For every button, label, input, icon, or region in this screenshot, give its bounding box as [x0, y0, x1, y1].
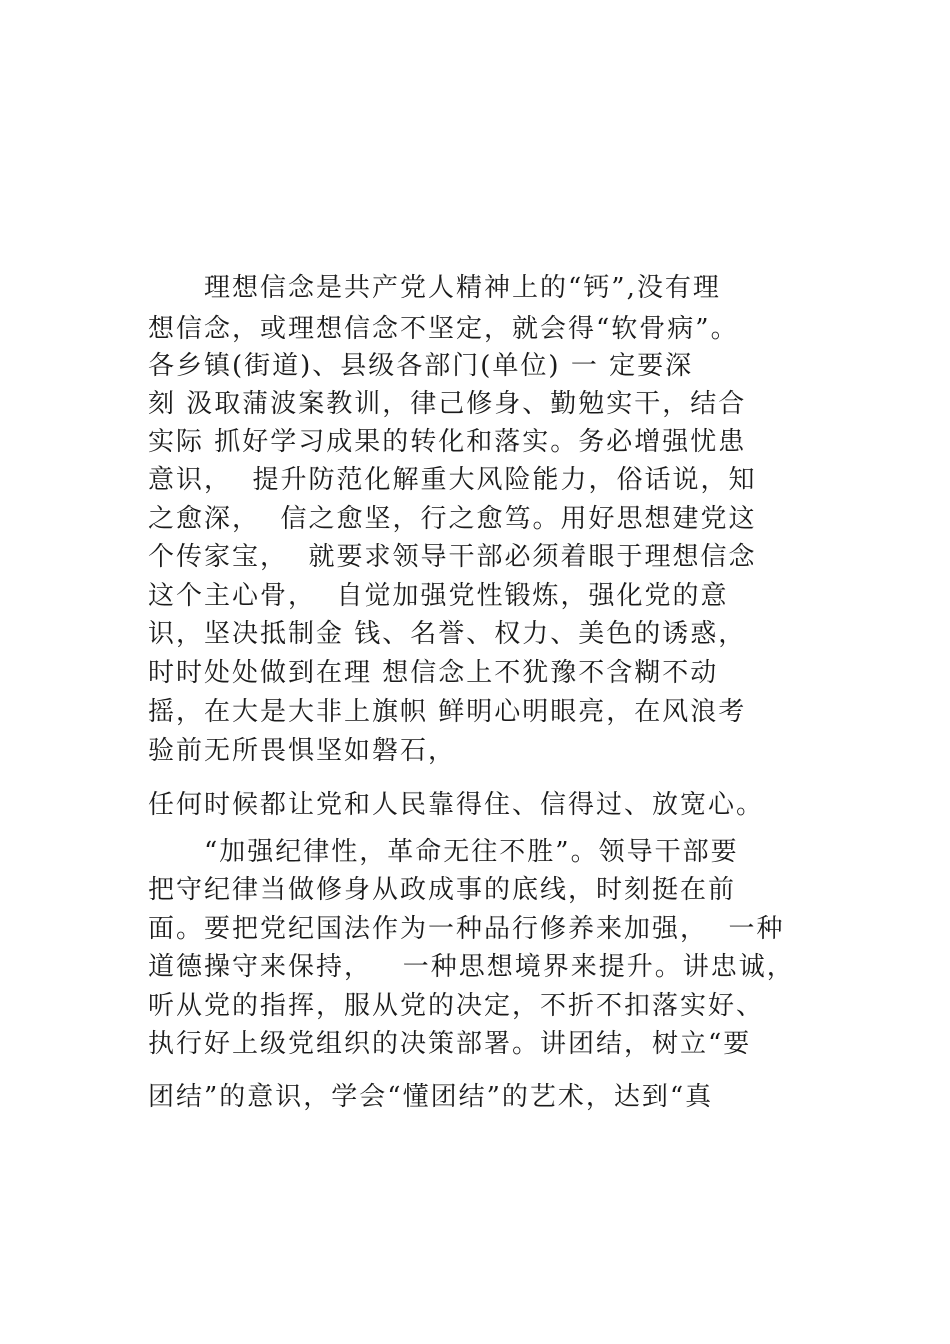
paragraph-1-line-7: 之愈深， 信之愈坚，行之愈笃。用好思想建党这 — [148, 504, 757, 534]
paragraph-1-line-2: 想信念，或理想信念不坚定，就会得“软骨病”。 — [148, 314, 739, 344]
paragraph-1-line-5: 实际 抓好学习成果的转化和落实。务必增强忧患 — [148, 427, 747, 457]
paragraph-1-line-6: 意识， 提升防范化解重大风险能力，俗话说，知 — [148, 465, 757, 495]
paragraph-1-line-4: 刻 汲取蒲波案教训，律己修身、勤勉实干，结合 — [148, 389, 747, 419]
paragraph-1-line-1: 理想信念是共产党人精神上的“钙”,没有理 — [148, 273, 721, 303]
paragraph-3-line-3: 面。要把党纪国法作为一种品行修养来加强， 一种 — [148, 914, 785, 944]
paragraph-3-line-2: 把守纪律当做修身从政成事的底线，时刻挺在前 — [148, 875, 737, 905]
paragraph-3-line-7: 团结”的意识，学会“懂团结”的艺术，达到“真 — [148, 1082, 714, 1112]
paragraph-1-line-9: 这个主心骨， 自觉加强党性锻炼，强化党的意 — [148, 581, 729, 611]
paragraph-1-line-10: 识，坚决抵制金 钱、名誉、权力、美色的诱惑， — [148, 619, 747, 649]
paragraph-2-line-1: 任何时候都让党和人民靠得住、信得过、放宽心。 — [148, 790, 765, 820]
paragraph-1-line-8: 个传家宝， 就要求领导干部必须着眼于理想信念 — [148, 542, 757, 572]
paragraph-1-line-11: 时时处处做到在理 想信念上不犹豫不含糊不动 — [148, 658, 719, 688]
paragraph-1-line-3: 各乡镇(街道)、县级各部门(单位) 一 定要深 — [148, 351, 694, 381]
paragraph-3-line-5: 听从党的指挥，服从党的决定，不折不扣落实好、 — [148, 991, 765, 1021]
paragraph-1-line-13: 验前无所畏惧坚如磐石， — [148, 736, 457, 766]
paragraph-3-line-4: 道德操守来保持， 一种思想境界来提升。讲忠诚， — [148, 952, 795, 982]
paragraph-1-line-12: 摇，在大是大非上旗帜 鲜明心明眼亮，在风浪考 — [148, 697, 747, 727]
paragraph-3-line-1: “加强纪律性，革命无往不胜”。领导干部要 — [148, 837, 739, 867]
paragraph-3-line-6: 执行好上级党组织的决策部署。讲团结，树立“要 — [148, 1029, 752, 1059]
